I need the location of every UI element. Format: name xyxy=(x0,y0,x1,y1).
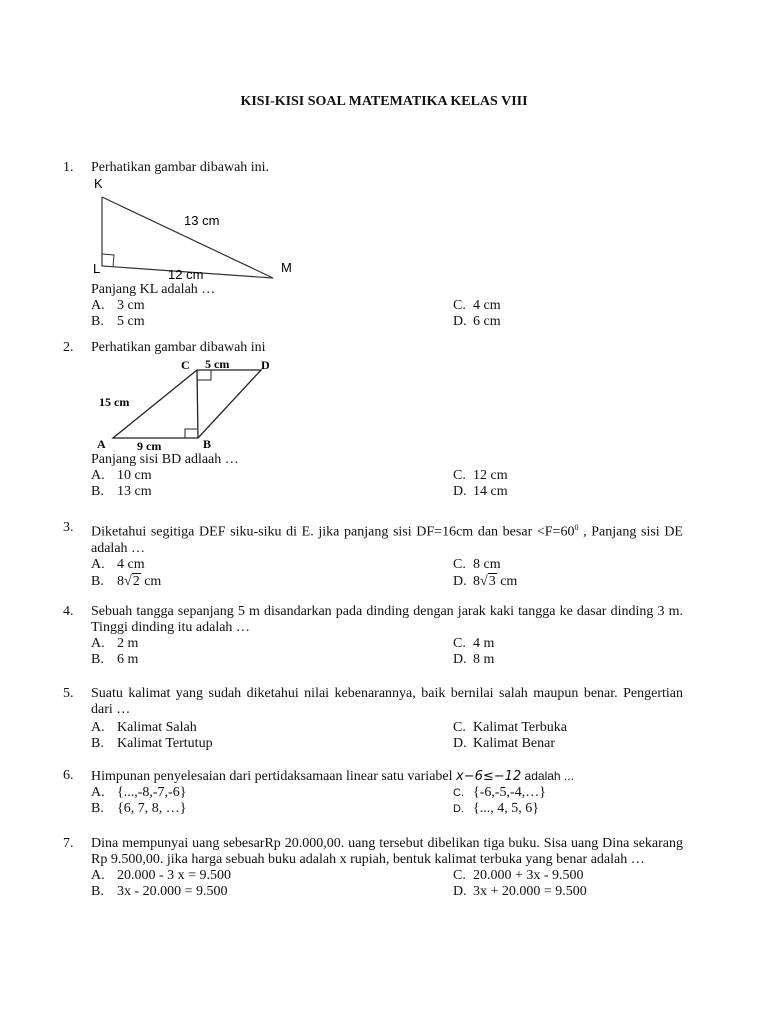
option-d[interactable]: D. 14 cm xyxy=(453,484,508,499)
option-d[interactable]: D. 8√3 cm xyxy=(453,573,518,589)
triangle-hypotenuse xyxy=(102,197,273,278)
question-stem: Perhatikan gambar dibawah ini xyxy=(91,340,266,355)
question-6 xyxy=(63,768,683,817)
answer-options xyxy=(91,785,683,817)
question-stem: Himpunan penyelesaian dari pertidaksamaan linear satu variabel x−6≤−12 adalah ... xyxy=(91,769,574,784)
base-length-label: 9 cm xyxy=(137,439,162,452)
option-b[interactable]: B. {6, 7, 8, …} xyxy=(91,801,187,816)
option-a[interactable]: A. 3 cm xyxy=(91,298,145,313)
option-a[interactable]: A. 4 cm xyxy=(91,556,145,572)
answer-options xyxy=(91,720,683,752)
option-d[interactable]: D. 8 m xyxy=(453,652,495,667)
answer-options xyxy=(91,468,683,500)
question-stem: Suatu kalimat yang sudah diketahui nilai kebenarannya, baik bernilai salah maupun benar. Pengertian dari … xyxy=(91,686,683,717)
question-stem: Perhatikan gambar dibawah ini. xyxy=(91,160,270,175)
vertex-a-label: A xyxy=(97,437,106,451)
question-number: 4. xyxy=(63,604,74,619)
answer-options xyxy=(91,636,683,668)
option-c[interactable]: C. 8 cm xyxy=(453,556,501,572)
side-length-label: 15 cm xyxy=(99,395,130,409)
question-5 xyxy=(63,686,683,752)
option-b[interactable]: B. 8√2 cm xyxy=(91,573,162,589)
option-b[interactable]: B. 6 m xyxy=(91,652,139,667)
parallelogram-abcd-figure xyxy=(91,356,291,452)
option-d[interactable]: D. Kalimat Benar xyxy=(453,736,556,751)
question-number: 7. xyxy=(63,836,74,851)
question-3 xyxy=(63,520,683,591)
sqrt-icon: √3 xyxy=(480,573,496,589)
option-a[interactable]: A. 10 cm xyxy=(91,468,152,483)
option-d[interactable]: D. 3x + 20.000 = 9.500 xyxy=(453,884,587,899)
question-7 xyxy=(63,836,683,900)
option-d[interactable]: D. 6 cm xyxy=(453,314,501,329)
option-a[interactable]: A. {...,-8,-7,-6} xyxy=(91,785,187,800)
question-2 xyxy=(63,340,683,500)
vertex-k-label: K xyxy=(94,176,103,191)
inequality-expression: x−6≤−12 xyxy=(456,769,522,784)
sqrt-icon: √2 xyxy=(124,573,140,589)
option-b[interactable]: B. 5 cm xyxy=(91,314,145,329)
vertex-c-label: C xyxy=(181,358,190,372)
option-c[interactable]: C. 20.000 + 3x - 9.500 xyxy=(453,868,584,883)
question-stem: Sebuah tangga sepanjang 5 m disandarkan pada dinding dengan jarak kaki tangga ke dasar dinding 3 m. Tinggi dinding itu adalah … xyxy=(91,604,683,635)
option-a[interactable]: A. 20.000 - 3 x = 9.500 xyxy=(91,868,232,883)
option-c[interactable]: C. {-6,-5,-4,…} xyxy=(453,785,546,800)
hypotenuse-length-label: 13 cm xyxy=(184,213,220,228)
option-c[interactable]: C. 4 m xyxy=(453,636,495,651)
right-angle-mark-b xyxy=(185,429,197,438)
question-number: 5. xyxy=(63,686,74,701)
question-number: 6. xyxy=(63,768,74,783)
option-c[interactable]: C. Kalimat Terbuka xyxy=(453,720,568,735)
question-number: 1. xyxy=(63,160,74,175)
answer-options xyxy=(91,868,683,900)
answer-options xyxy=(91,557,683,591)
vertex-m-label: M xyxy=(281,260,292,275)
option-d[interactable]: D. {..., 4, 5, 6} xyxy=(453,801,539,816)
question-4 xyxy=(63,604,683,668)
parallelogram-outline xyxy=(113,370,261,438)
option-c[interactable]: C. 12 cm xyxy=(453,468,508,483)
right-angle-mark-c xyxy=(197,370,211,380)
vertex-d-label: D xyxy=(261,358,270,372)
option-b[interactable]: B. 3x - 20.000 = 9.500 xyxy=(91,884,228,899)
question-1 xyxy=(63,160,683,330)
option-c[interactable]: C. 4 cm xyxy=(453,298,501,313)
right-angle-mark xyxy=(102,254,114,267)
answer-options xyxy=(91,298,683,330)
question-ask: Panjang KL adalah … xyxy=(91,282,216,297)
right-triangle-klm-figure xyxy=(91,176,311,284)
question-ask: Panjang sisi BD adlaah … xyxy=(91,452,239,467)
vertex-l-label: L xyxy=(93,261,101,276)
option-a[interactable]: A. Kalimat Salah xyxy=(91,720,197,735)
question-stem: Dina mempunyai uang sebesarRp 20.000,00. uang tersebut dibelikan tiga buku. Sisa uang Dina sekarang Rp 9.500,00. jika harga sebuah buku adalah x rupiah, bentuk kalimat terbuka yang benar adalah … xyxy=(91,836,683,867)
page-title: KISI-KISI SOAL MATEMATIKA KELAS VIII xyxy=(240,94,528,109)
base-length-label: 12 cm xyxy=(168,267,204,282)
question-number: 2. xyxy=(63,340,74,355)
option-b[interactable]: B. 13 cm xyxy=(91,484,152,499)
top-length-label: 5 cm xyxy=(205,357,230,371)
option-a[interactable]: A. 2 m xyxy=(91,636,139,651)
vertex-b-label: B xyxy=(203,437,212,451)
question-number: 3. xyxy=(63,520,74,535)
option-b[interactable]: B. Kalimat Tertutup xyxy=(91,736,213,751)
question-stem: Diketahui segitiga DEF siku-siku di E. jika panjang sisi DF=16cm dan besar $<F=60^0$ , Panjang sisi DE adalah … xyxy=(91,523,683,556)
